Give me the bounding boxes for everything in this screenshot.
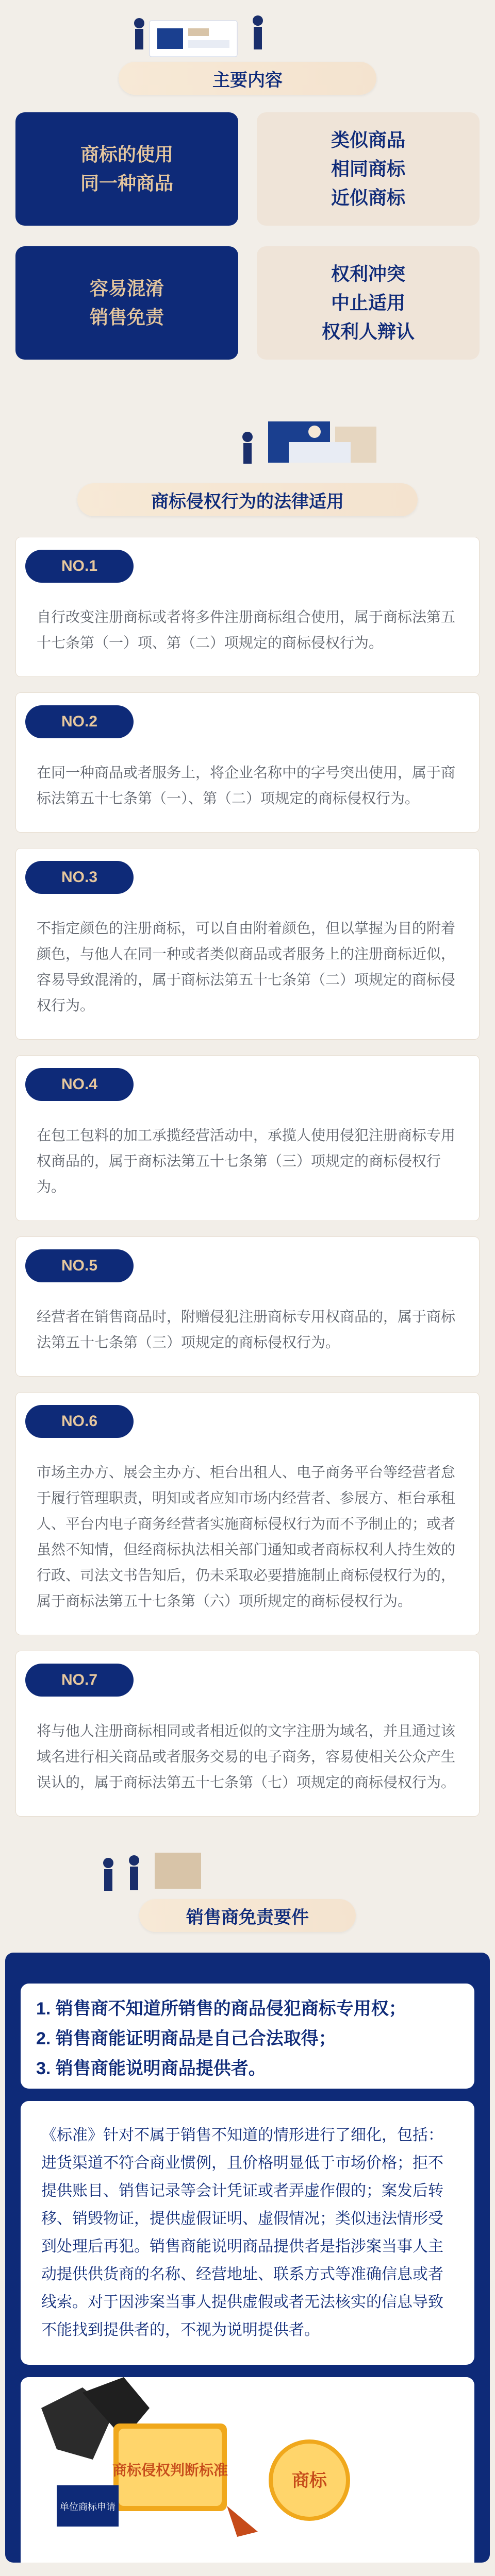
card-number-badge: NO.1 — [25, 550, 134, 583]
header-illustration — [0, 0, 495, 62]
condition-item: 2. 销售商能证明商品是自己合法取得； — [36, 2029, 336, 2048]
card-number-badge: NO.5 — [25, 1249, 134, 1282]
conditions-list — [21, 1984, 474, 2089]
content-tiles — [15, 112, 480, 360]
illustration-sign2: 商标 — [292, 2471, 327, 2490]
condition-item: 3. 销售商能说明商品提供者。 — [36, 2059, 266, 2078]
header-illustration — [0, 1842, 495, 1899]
card-number-badge: NO.2 — [25, 705, 134, 738]
legal-cards — [0, 537, 495, 1817]
content-tile: 商标的使用 同一种商品 — [15, 112, 238, 226]
section-title: 商标侵权行为的法律适用 — [77, 483, 418, 516]
section-title: 销售商免责要件 — [139, 1899, 356, 1932]
trademark-illustration-icon — [21, 2377, 474, 2563]
legal-card — [15, 1392, 480, 1635]
section-legal-application — [0, 406, 495, 1817]
content-tile: 权利冲突 中止适用 权利人辩认 — [257, 246, 480, 360]
legal-card — [15, 692, 480, 833]
card-text: 经营者在销售商品时，附赠侵犯注册商标专用权商品的，属于商标法第五十七条第（三）项规定的商标侵权行为。 — [37, 1309, 456, 1350]
legal-card — [15, 537, 480, 677]
content-tile: 容易混淆 销售免责 — [15, 246, 238, 360]
illustration-board: 单位商标申请 — [60, 2502, 116, 2512]
card-number-badge: NO.6 — [25, 1405, 134, 1438]
office-scene-icon — [0, 406, 495, 483]
illustration-panel — [21, 2377, 474, 2563]
card-text: 在同一种商品或者服务上，将企业名称中的字号突出使用，属于商标法第五十七条第（一）、第（二）项规定的商标侵权行为。 — [37, 765, 456, 806]
people-discussion-icon — [0, 1842, 495, 1899]
legal-card — [15, 1236, 480, 1377]
card-text: 不指定颜色的注册商标，可以自由附着颜色，但以掌握为目的附着颜色，与他人在同一种或者类似商品或者服务上的注册商标近似，容易导致混淆的，属于商标法第五十七条第（二）项规定的商标侵权行为。 — [37, 920, 456, 1013]
legal-card — [15, 1651, 480, 1817]
illustration-sign1: 商标侵权判断标准 — [112, 2462, 228, 2478]
card-number-badge: NO.7 — [25, 1664, 134, 1697]
content-tile: 类似商品 相同商标 近似商标 — [257, 112, 480, 226]
section-main-content — [0, 0, 495, 360]
header-illustration — [0, 406, 495, 483]
card-text: 市场主办方、展会主办方、柜台出租人、电子商务平台等经营者怠于履行管理职责，明知或者应知市场内经营者、参展方、柜台承租人、平台内电子商务经营者实施商标侵权行为而不予制止的；或者虽然不知情，但经商标执法相关部门通知或者商标权利人持生效的行政、司法文书告知后，仍未采取必要措施制止商标侵权行为的，属于商标法第五十七条第（六）项所规定的商标侵权行为。 — [37, 1464, 456, 1609]
legal-card — [15, 1055, 480, 1221]
card-text: 在包工包料的加工承揽经营活动中，承揽人使用侵犯注册商标专用权商品的，属于商标法第五十七条第（三）项规定的商标侵权行为。 — [37, 1127, 456, 1195]
card-text: 自行改变注册商标或者将多件注册商标组合使用，属于商标法第五十七条第（一）项、第（二）项规定的商标侵权行为。 — [37, 609, 456, 651]
card-text: 将与他人注册商标相同或者相近似的文字注册为域名，并且通过该域名进行相关商品或者服务交易的电子商务，容易使相关公众产生误认的，属于商标法第五十七条第（七）项规定的商标侵权行为。 — [37, 1723, 456, 1790]
condition-item: 1. 销售商不知道所销售的商品侵犯商标专用权； — [36, 1999, 406, 2019]
people-with-board-icon — [0, 0, 495, 62]
section-title: 主要内容 — [119, 62, 376, 95]
exemption-panel — [5, 1953, 490, 2563]
card-number-badge: NO.3 — [25, 861, 134, 894]
legal-card — [15, 848, 480, 1040]
section-seller-exemption — [0, 1842, 495, 2563]
card-number-badge: NO.4 — [25, 1068, 134, 1101]
explanation-text: 《标准》针对不属于销售不知道的情形进行了细化，包括：进货渠道不符合商业惯例，且价格明显低于市场价格；拒不提供账目、销售记录等会计凭证或者弄虚作假的；案发后转移、销毁物证，提供虚假证明、虚假情况；类似违法情形受到处理后再犯。销售商能说明商品提供者是指涉案当事人主动提供供货商的名称、经营地址、联系方式等准确信息或者线索。对于因涉案当事人提供虚假或者无法核实的信息导致不能找到提供者的，不视为说明提供者。 — [21, 2101, 474, 2365]
